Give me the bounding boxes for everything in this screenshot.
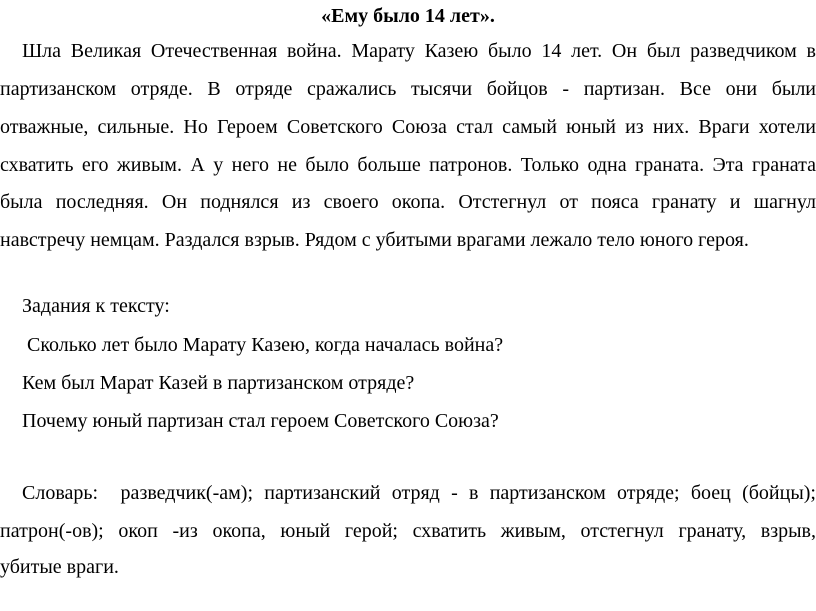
story-line-6: навстречу немцам. Раздался взрыв. Рядом с убитыми врагами лежало тело юного героя. <box>0 229 749 251</box>
story-line-3: отважные, сильные. Но Героем Советского Союза стал самый юный из них. Враги хотели <box>0 116 816 138</box>
story-line-5: была последняя. Он поднялся из своего окопа. Отстегнул от пояса гранату и шагнул <box>0 191 816 213</box>
question-2: Кем был Марат Казей в партизанском отряде? <box>22 372 415 394</box>
question-1: Сколько лет было Марату Казею, когда началась война? <box>22 334 504 356</box>
vocabulary-line-1: Словарь: разведчик(-ам); партизанский отряд - в партизанском отряде; боец (бойцы); <box>22 482 816 504</box>
vocabulary-line-3: убитые враги. <box>0 556 119 578</box>
tasks-heading: Задания к тексту: <box>22 295 170 317</box>
story-line-2: партизанском отряде. В отряде сражались тысячи бойцов - партизан. Все они были <box>0 78 816 100</box>
story-line-4: схватить его живым. А у него не было больше патронов. Только одна граната. Эта граната <box>0 154 816 176</box>
question-3: Почему юный партизан стал героем Советского Союза? <box>22 410 499 432</box>
document-title: «Ему было 14 лет». <box>321 5 495 27</box>
story-line-1: Шла Великая Отечественная война. Марату Казею было 14 лет. Он был разведчиком в <box>22 40 816 62</box>
vocabulary-line-2: патрон(-ов); окоп -из окопа, юный герой; схватить живым, отстегнул гранату, взрыв, <box>0 520 816 542</box>
